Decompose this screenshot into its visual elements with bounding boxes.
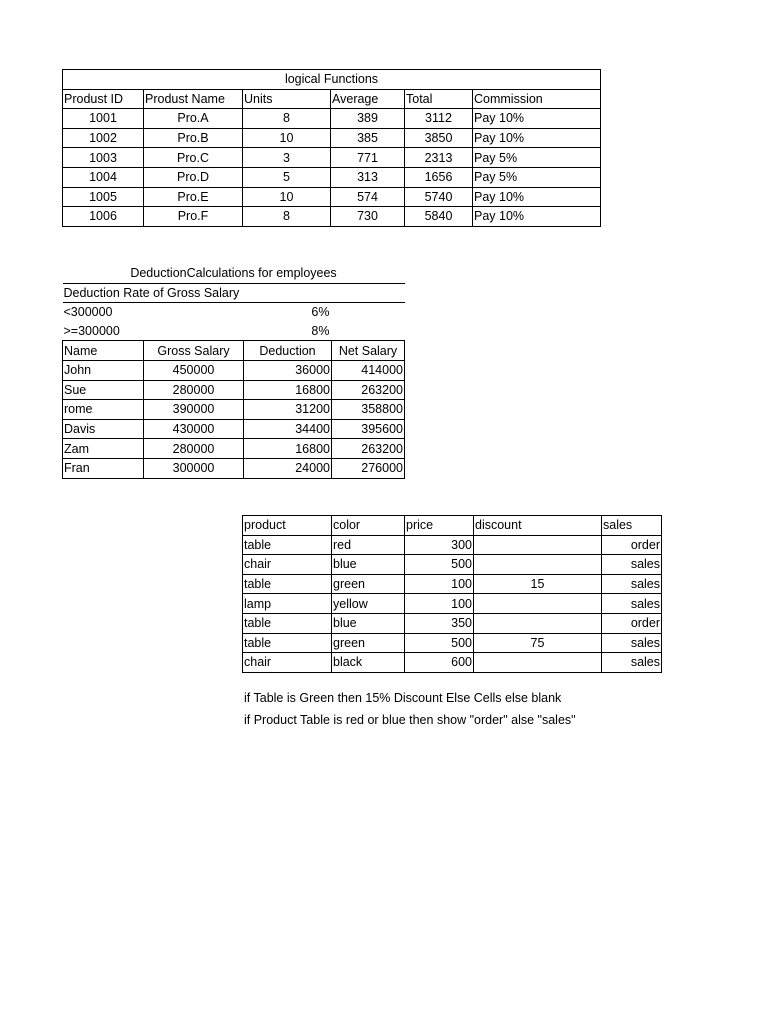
table-cell: 5740	[405, 187, 473, 207]
table-cell: table	[243, 535, 332, 555]
table-cell: 1004	[63, 167, 144, 187]
table-cell: green	[332, 633, 405, 653]
table-cell: chair	[243, 555, 332, 575]
table-cell: 8	[243, 207, 331, 227]
table-cell: Fran	[63, 458, 144, 478]
column-header: Net Salary	[332, 341, 405, 361]
table-cell: 100	[405, 574, 474, 594]
column-header: Produst Name	[144, 89, 243, 109]
table-cell: 15	[474, 574, 602, 594]
rate-label: <300000	[63, 305, 113, 320]
table-cell: Pay 5%	[473, 167, 601, 187]
table-row	[243, 594, 662, 614]
table-cell: 31200	[244, 400, 332, 420]
table-row	[63, 400, 405, 420]
table-cell: Pro.C	[144, 148, 243, 168]
table-cell: 5	[243, 167, 331, 187]
table-cell: 500	[405, 633, 474, 653]
table-cell: 3850	[405, 128, 473, 148]
table-cell: 263200	[332, 380, 405, 400]
table-cell: 280000	[144, 439, 244, 459]
column-header: price	[405, 516, 474, 536]
table-cell: Zam	[63, 439, 144, 459]
table-cell: sales	[602, 633, 662, 653]
table-row	[243, 574, 662, 594]
header-row	[243, 516, 662, 536]
table-cell: 300000	[144, 458, 244, 478]
table-cell: sales	[602, 594, 662, 614]
table-cell	[474, 653, 602, 673]
table-row	[63, 109, 601, 129]
table-cell	[474, 594, 602, 614]
table-cell: table	[243, 613, 332, 633]
deduction-table	[62, 264, 405, 479]
table-cell: 385	[331, 128, 405, 148]
table-cell: 3112	[405, 109, 473, 129]
deduction-title: DeductionCalculations for employees	[63, 264, 405, 283]
table-row	[63, 380, 405, 400]
table-cell: sales	[602, 574, 662, 594]
table-cell: Pro.E	[144, 187, 243, 207]
table-cell: Pro.D	[144, 167, 243, 187]
table-cell: Pay 10%	[473, 207, 601, 227]
table-cell: 16800	[244, 439, 332, 459]
table-row	[63, 419, 405, 439]
column-header: Total	[405, 89, 473, 109]
table-row	[63, 439, 405, 459]
table-cell: 34400	[244, 419, 332, 439]
table-row	[63, 167, 601, 187]
table-cell: order	[602, 613, 662, 633]
table-cell: Pay 5%	[473, 148, 601, 168]
table-cell: 10	[243, 187, 331, 207]
deduction-title-row	[63, 264, 405, 283]
note-discount-rule: if Table is Green then 15% Discount Else Cells else blank	[244, 691, 562, 705]
table-cell: 10	[243, 128, 331, 148]
table-cell: 450000	[144, 360, 244, 380]
table-cell: 1006	[63, 207, 144, 227]
table-cell: rome	[63, 400, 144, 420]
table-cell: red	[332, 535, 405, 555]
column-header: discount	[474, 516, 602, 536]
table-row	[63, 360, 405, 380]
table-cell: Pay 10%	[473, 109, 601, 129]
rate-row	[63, 322, 405, 341]
table-cell: 414000	[332, 360, 405, 380]
logical-functions-title: logical Functions	[63, 70, 601, 90]
table-cell: 395600	[332, 419, 405, 439]
table-cell: Sue	[63, 380, 144, 400]
table-cell: 313	[331, 167, 405, 187]
header-row	[63, 341, 405, 361]
table-cell	[474, 613, 602, 633]
column-header: sales	[602, 516, 662, 536]
table-cell: 390000	[144, 400, 244, 420]
table-row	[63, 458, 405, 478]
table-row	[243, 535, 662, 555]
column-header: Name	[63, 341, 144, 361]
table-cell: 276000	[332, 458, 405, 478]
table-row	[63, 128, 601, 148]
table-cell: black	[332, 653, 405, 673]
table-cell: 730	[331, 207, 405, 227]
deduction-rate-title-row	[63, 283, 405, 303]
table-cell: 280000	[144, 380, 244, 400]
rate-value: 8%	[311, 324, 330, 339]
table-cell: Pay 10%	[473, 187, 601, 207]
table-cell: Pro.A	[144, 109, 243, 129]
column-header: Average	[331, 89, 405, 109]
table-cell: yellow	[332, 594, 405, 614]
table-cell: table	[243, 574, 332, 594]
table-cell: 5840	[405, 207, 473, 227]
table-cell: 36000	[244, 360, 332, 380]
table-row	[63, 187, 601, 207]
table-cell: Davis	[63, 419, 144, 439]
table-row	[63, 148, 601, 168]
table-cell	[474, 555, 602, 575]
header-row	[63, 89, 601, 109]
table-cell: 1001	[63, 109, 144, 129]
column-header: Deduction	[244, 341, 332, 361]
table-cell: blue	[332, 613, 405, 633]
rate-label: >=300000	[63, 324, 120, 339]
column-header: color	[332, 516, 405, 536]
table-cell: sales	[602, 653, 662, 673]
table-cell: lamp	[243, 594, 332, 614]
table-cell: 1002	[63, 128, 144, 148]
table-cell: 2313	[405, 148, 473, 168]
table-cell: 1656	[405, 167, 473, 187]
table-cell: sales	[602, 555, 662, 575]
table-cell: 1003	[63, 148, 144, 168]
column-header: Produst ID	[63, 89, 144, 109]
table-cell: 389	[331, 109, 405, 129]
table-cell: chair	[243, 653, 332, 673]
table-cell: blue	[332, 555, 405, 575]
table-title-row	[63, 70, 601, 90]
table-cell: Pro.F	[144, 207, 243, 227]
table-cell: green	[332, 574, 405, 594]
table-cell: 24000	[244, 458, 332, 478]
table-cell: 430000	[144, 419, 244, 439]
table-cell: 350	[405, 613, 474, 633]
column-header: Gross Salary	[144, 341, 244, 361]
table-cell: 75	[474, 633, 602, 653]
table-cell: 300	[405, 535, 474, 555]
logical-functions-table	[62, 69, 601, 227]
column-header: Commission	[473, 89, 601, 109]
table-cell: table	[243, 633, 332, 653]
table-row	[63, 207, 601, 227]
table-cell: Pro.B	[144, 128, 243, 148]
table-cell: 771	[331, 148, 405, 168]
table-cell: 100	[405, 594, 474, 614]
table-cell: 500	[405, 555, 474, 575]
table-cell: John	[63, 360, 144, 380]
table-cell	[474, 535, 602, 555]
products-table	[242, 515, 662, 673]
table-cell: 574	[331, 187, 405, 207]
table-row	[243, 555, 662, 575]
table-cell: 358800	[332, 400, 405, 420]
table-cell: 16800	[244, 380, 332, 400]
column-header: Units	[243, 89, 331, 109]
table-cell: order	[602, 535, 662, 555]
deduction-rate-title: Deduction Rate of Gross Salary	[63, 283, 405, 303]
table-row	[243, 633, 662, 653]
table-cell: 263200	[332, 439, 405, 459]
table-row	[243, 613, 662, 633]
table-row	[243, 653, 662, 673]
rate-row	[63, 303, 405, 322]
table-cell: 8	[243, 109, 331, 129]
column-header: product	[243, 516, 332, 536]
rate-value: 6%	[311, 305, 330, 320]
table-cell: 1005	[63, 187, 144, 207]
table-cell: 3	[243, 148, 331, 168]
table-cell: 600	[405, 653, 474, 673]
table-cell: Pay 10%	[473, 128, 601, 148]
note-sales-rule: if Product Table is red or blue then show "order" alse "sales"	[244, 713, 576, 727]
